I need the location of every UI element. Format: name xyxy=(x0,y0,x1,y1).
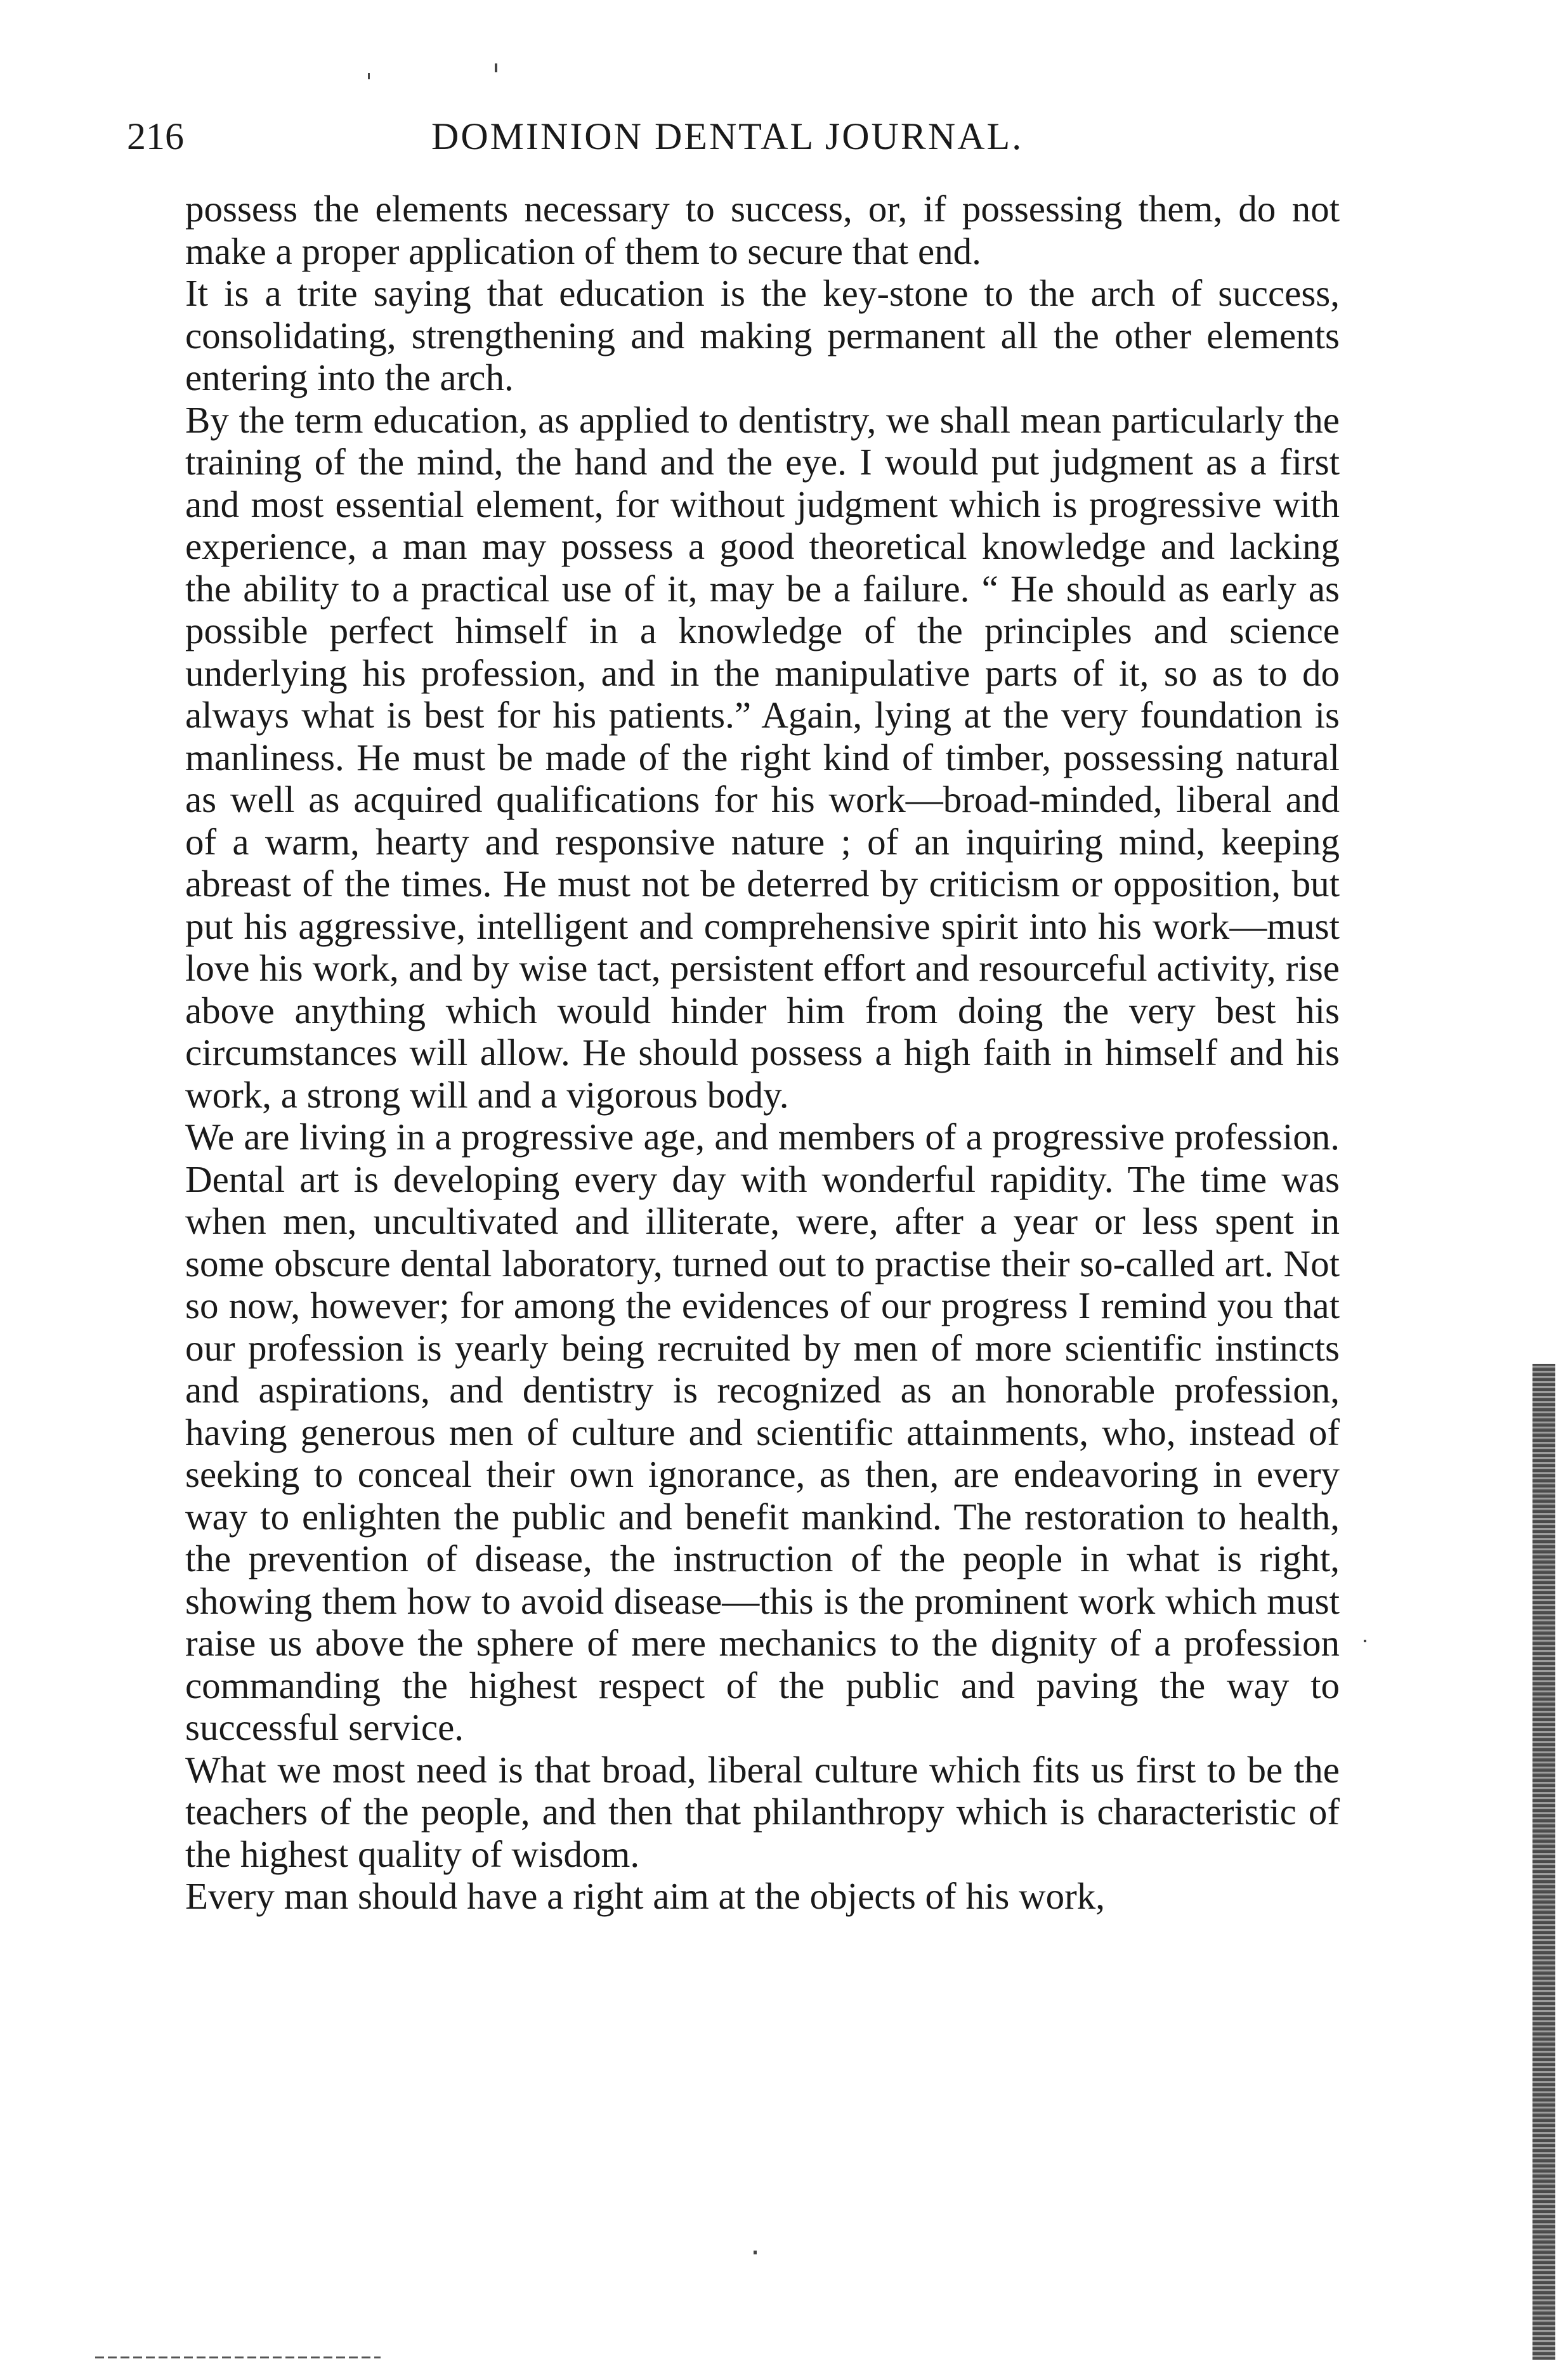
paragraph-right-aim: Every man should have a right aim at the objects of his work, xyxy=(185,1875,1106,1917)
paragraph-education-keystone: It is a trite saying that education is the key-stone to the arch of success, consolidating, strengthening and making permanent all the other elements entering into the arch. xyxy=(185,272,1340,398)
scan-speck xyxy=(495,63,497,72)
scan-speck xyxy=(1364,1640,1366,1642)
scan-bottom-rule xyxy=(95,2357,381,2358)
paragraph-progressive-age: We are living in a progressive age, and members of a progressive profession. Dental art is developing every day with wonderful rapidity. The time was when men, uncultivated and illiterate, were, after a year or less spent in some obscure dental laboratory, turned out to practise their so-called art. Not so now, however; for among the evidences of our progress I remind you that our profession is yearly being recruited by men of more scientific instincts and aspirations, and dentistry is recognized as an honorable profession, having generous men of culture and scientific attainments, who, instead of seeking to conceal their own ignorance, as then, are endeavoring in every way to enlighten the public and benefit mankind. The restoration to health, the prevention of disease, the instruction of the people in what is right, showing them how to avoid disease—this is the prominent work which must raise us above the sphere of mere mechanics to the dignity of a profession commanding the highest respect of the public and paving the way to successful service. xyxy=(185,1116,1340,1748)
running-head xyxy=(127,108,1364,165)
scan-speck xyxy=(368,73,370,79)
paragraph-liberal-culture: What we most need is that broad, liberal culture which fits us first to be the teachers of the people, and then that philanthropy which is characteristic of the highest quality of wisdom. xyxy=(185,1748,1340,1875)
scan-speck xyxy=(754,2251,757,2254)
article-body xyxy=(185,188,1340,1918)
paragraph-continuation: possess the elements necessary to success, or, if possessing them, do not make a proper application of them to secure that end. xyxy=(185,188,1340,272)
journal-title: DOMINION DENTAL JOURNAL. xyxy=(431,115,1024,157)
paragraph-term-education: By the term education, as applied to dentistry, we shall mean particularly the training of the mind, the hand and the eye. I would put judgment as a first and most essential element, for without judgment which is progressive with experience, a man may possess a good theoretical knowledge and lacking the ability to a practical use of it, may be a failure. “ He should as early as possible perfect himself in a knowledge of the principles and science underlying his profession, and in the manipulative parts of it, so as to do always what is best for his patients.” Again, lying at the very foundation is manliness. He must be made of the right kind of timber, possessing natural as well as acquired qualifications for his work—broad-minded, liberal and of a warm, hearty and responsive nature ; of an inquiring mind, keeping abreast of the times. He must not be deterred by criticism or opposition, but put his aggressive, intelligent and comprehensive spirit into his work—must love his work, and by wise tact, persistent effort and resourceful activity, rise above anything which would hinder him from doing the very best his circumstances will allow. He should possess a high faith in himself and his work, a strong will and a vigorous body. xyxy=(185,398,1340,1116)
scan-edge-shadow xyxy=(1532,1364,1555,2360)
page-number: 216 xyxy=(127,115,184,157)
